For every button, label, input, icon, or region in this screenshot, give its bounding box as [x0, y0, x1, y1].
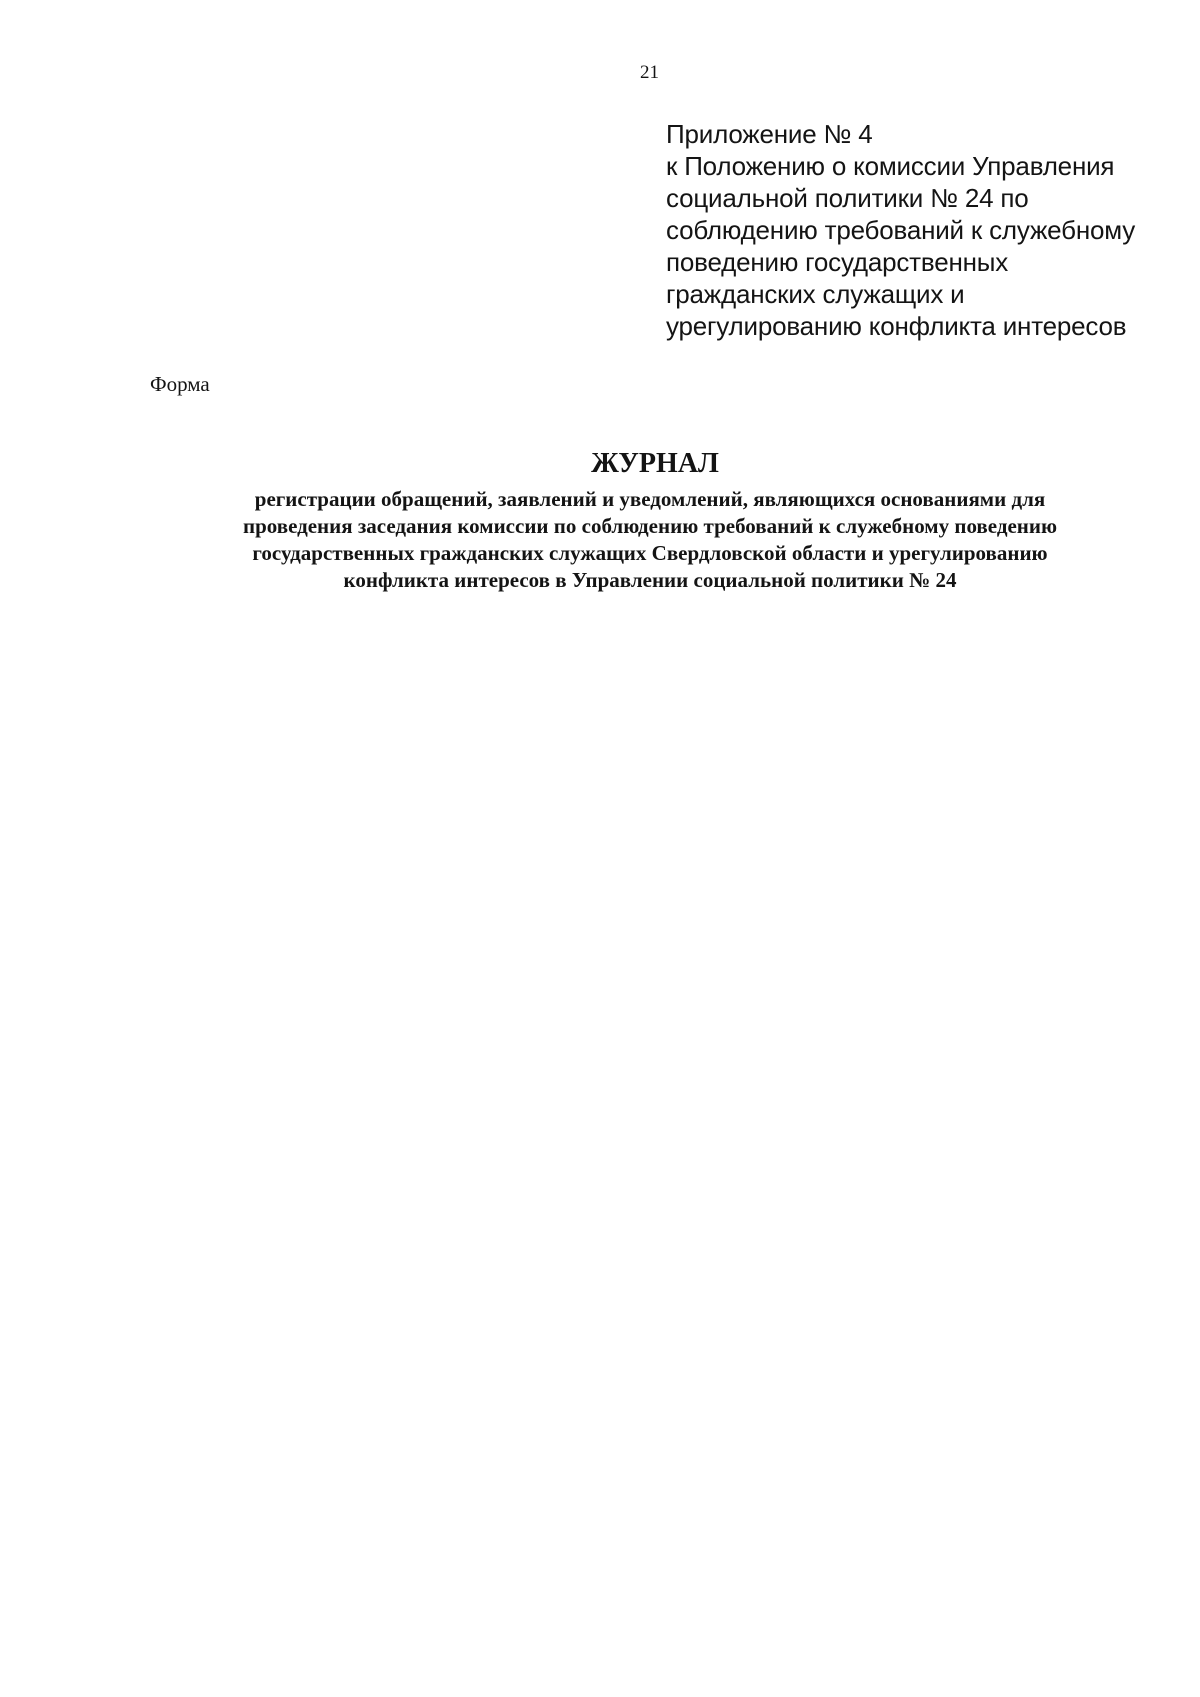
appendix-reference: [666, 118, 1166, 342]
appendix-line: Приложение № 4: [666, 119, 873, 149]
appendix-line: соблюдению требований к служебному: [666, 215, 1136, 245]
appendix-line: к Положению о комиссии Управления: [666, 151, 1115, 181]
appendix-line: урегулированию конфликта интересов: [666, 311, 1127, 341]
journal-subtitle-line: конфликта интересов в Управлении социальной политики № 24: [343, 568, 957, 592]
form-label: Форма: [150, 372, 210, 396]
journal-title: ЖУРНАЛ: [591, 448, 719, 479]
journal-subtitle-line: государственных гражданских служащих Свердловской области и урегулированию: [252, 541, 1048, 565]
journal-subtitle-line: регистрации обращений, заявлений и уведомлений, являющихся основаниями для: [254, 487, 1046, 511]
page-number: 21: [640, 62, 659, 83]
appendix-line: социальной политики № 24 по: [666, 183, 1029, 213]
appendix-line: поведению государственных: [666, 247, 1009, 277]
journal-subtitle: [150, 486, 1150, 594]
journal-subtitle-line: проведения заседания комиссии по соблюдению требований к служебному поведению: [242, 514, 1058, 538]
appendix-line: гражданских служащих и: [666, 279, 965, 309]
